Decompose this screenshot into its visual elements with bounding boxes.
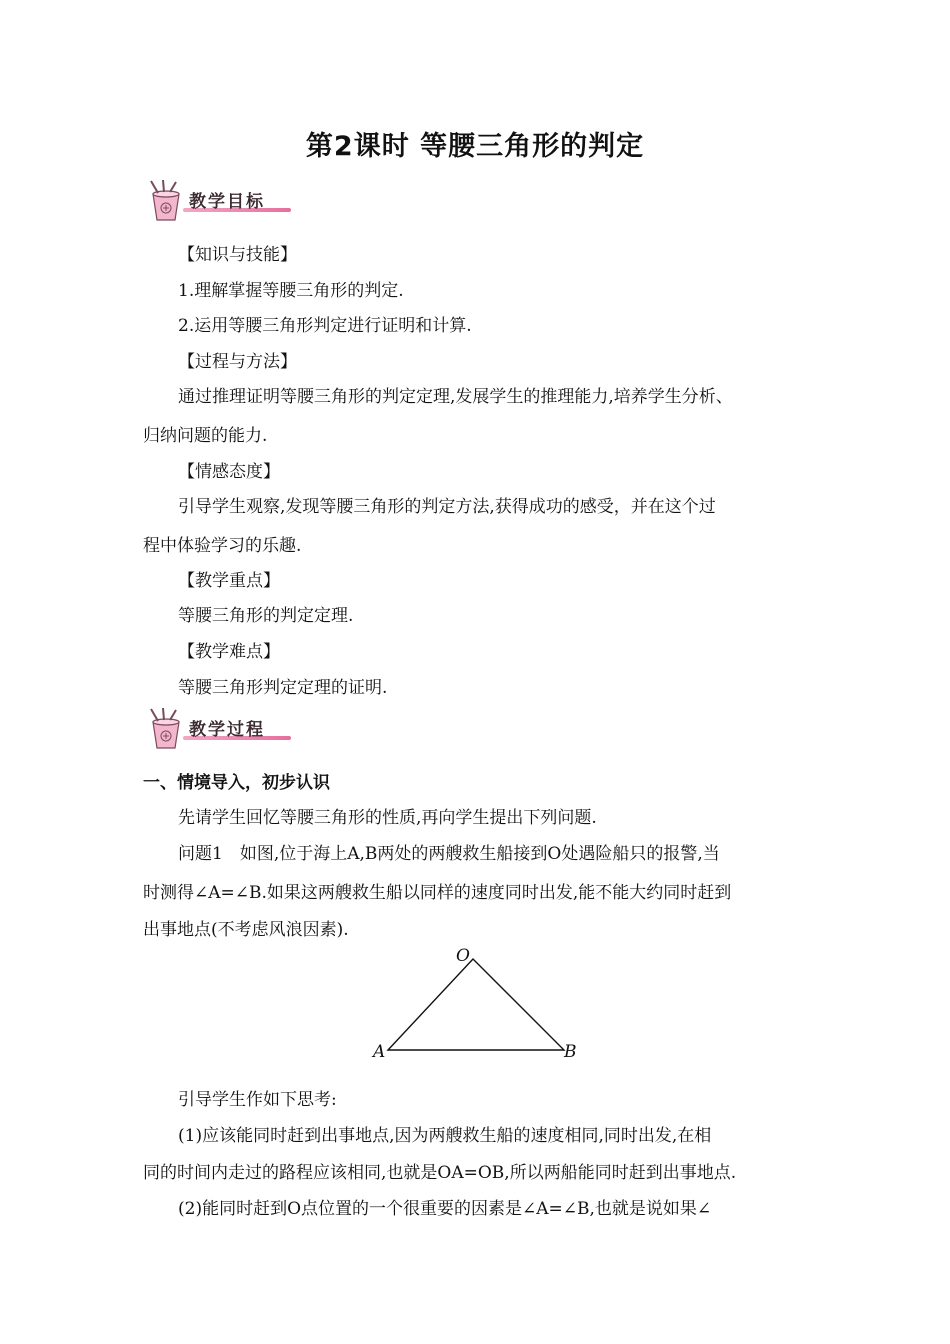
thought-2-line-1: (2)能同时赶到O点位置的一个很重要的因素是∠A=∠B,也就是说如果∠ <box>178 1199 712 1219</box>
attitude-text-2: 程中体验学习的乐趣. <box>143 536 302 556</box>
problem-1-line-3: 出事地点(不考虑风浪因素). <box>143 920 349 940</box>
problem-1-line-2: 时测得∠A=∠B.如果这两艘救生船以同样的速度同时出发,能不能大约同时赶到 <box>143 883 732 903</box>
triangle-figure <box>366 942 586 1067</box>
process-banner <box>143 708 293 750</box>
point-a-label: A <box>373 1042 386 1062</box>
pencil-cup-icon <box>143 708 189 750</box>
pencil-cup-icon <box>143 180 189 222</box>
difficulty-text: 等腰三角形判定定理的证明. <box>178 678 388 698</box>
problem-1-line-1: 问题1 如图,位于海上A,B两处的两艘救生船接到O处遇险船只的报警,当 <box>178 844 720 864</box>
thought-1-line-1: (1)应该能同时赶到出事地点,因为两艘救生船的速度相同,同时出发,在相 <box>178 1126 712 1146</box>
knowledge-heading: 【知识与技能】 <box>178 245 297 265</box>
process-method-text-2: 归纳问题的能力. <box>143 426 268 446</box>
process-method-text-1: 通过推理证明等腰三角形的判定定理,发展学生的推理能力,培养学生分析、 <box>178 387 733 407</box>
process-banner-label: 教学过程 <box>189 720 265 740</box>
objectives-banner <box>143 180 293 222</box>
attitude-text-1: 引导学生观察,发现等腰三角形的判定方法,获得成功的感受，并在这个过 <box>178 497 716 517</box>
section-1-heading: 一、情境导入，初步认识 <box>143 773 330 793</box>
difficulty-heading: 【教学难点】 <box>178 642 280 662</box>
intro-text: 先请学生回忆等腰三角形的性质,再向学生提出下列问题. <box>178 808 597 828</box>
key-point-heading: 【教学重点】 <box>178 571 280 591</box>
page-title: 第2课时 等腰三角形的判定 <box>305 131 645 162</box>
knowledge-item-2: 2.运用等腰三角形判定进行证明和计算. <box>178 316 472 336</box>
knowledge-item-1: 1.理解掌握等腰三角形的判定. <box>178 281 404 301</box>
point-b-label: B <box>564 1042 577 1062</box>
point-o-label: O <box>456 946 470 966</box>
objectives-banner-label: 教学目标 <box>189 192 265 212</box>
guide-text: 引导学生作如下思考: <box>178 1090 337 1110</box>
thought-1-line-2: 同的时间内走过的路程应该相同,也就是OA=OB,所以两船能同时赶到出事地点. <box>143 1163 737 1183</box>
process-method-heading: 【过程与方法】 <box>178 352 297 372</box>
attitude-heading: 【情感态度】 <box>178 462 280 482</box>
key-point-text: 等腰三角形的判定定理. <box>178 606 354 626</box>
triangle-diagram <box>366 942 586 1067</box>
